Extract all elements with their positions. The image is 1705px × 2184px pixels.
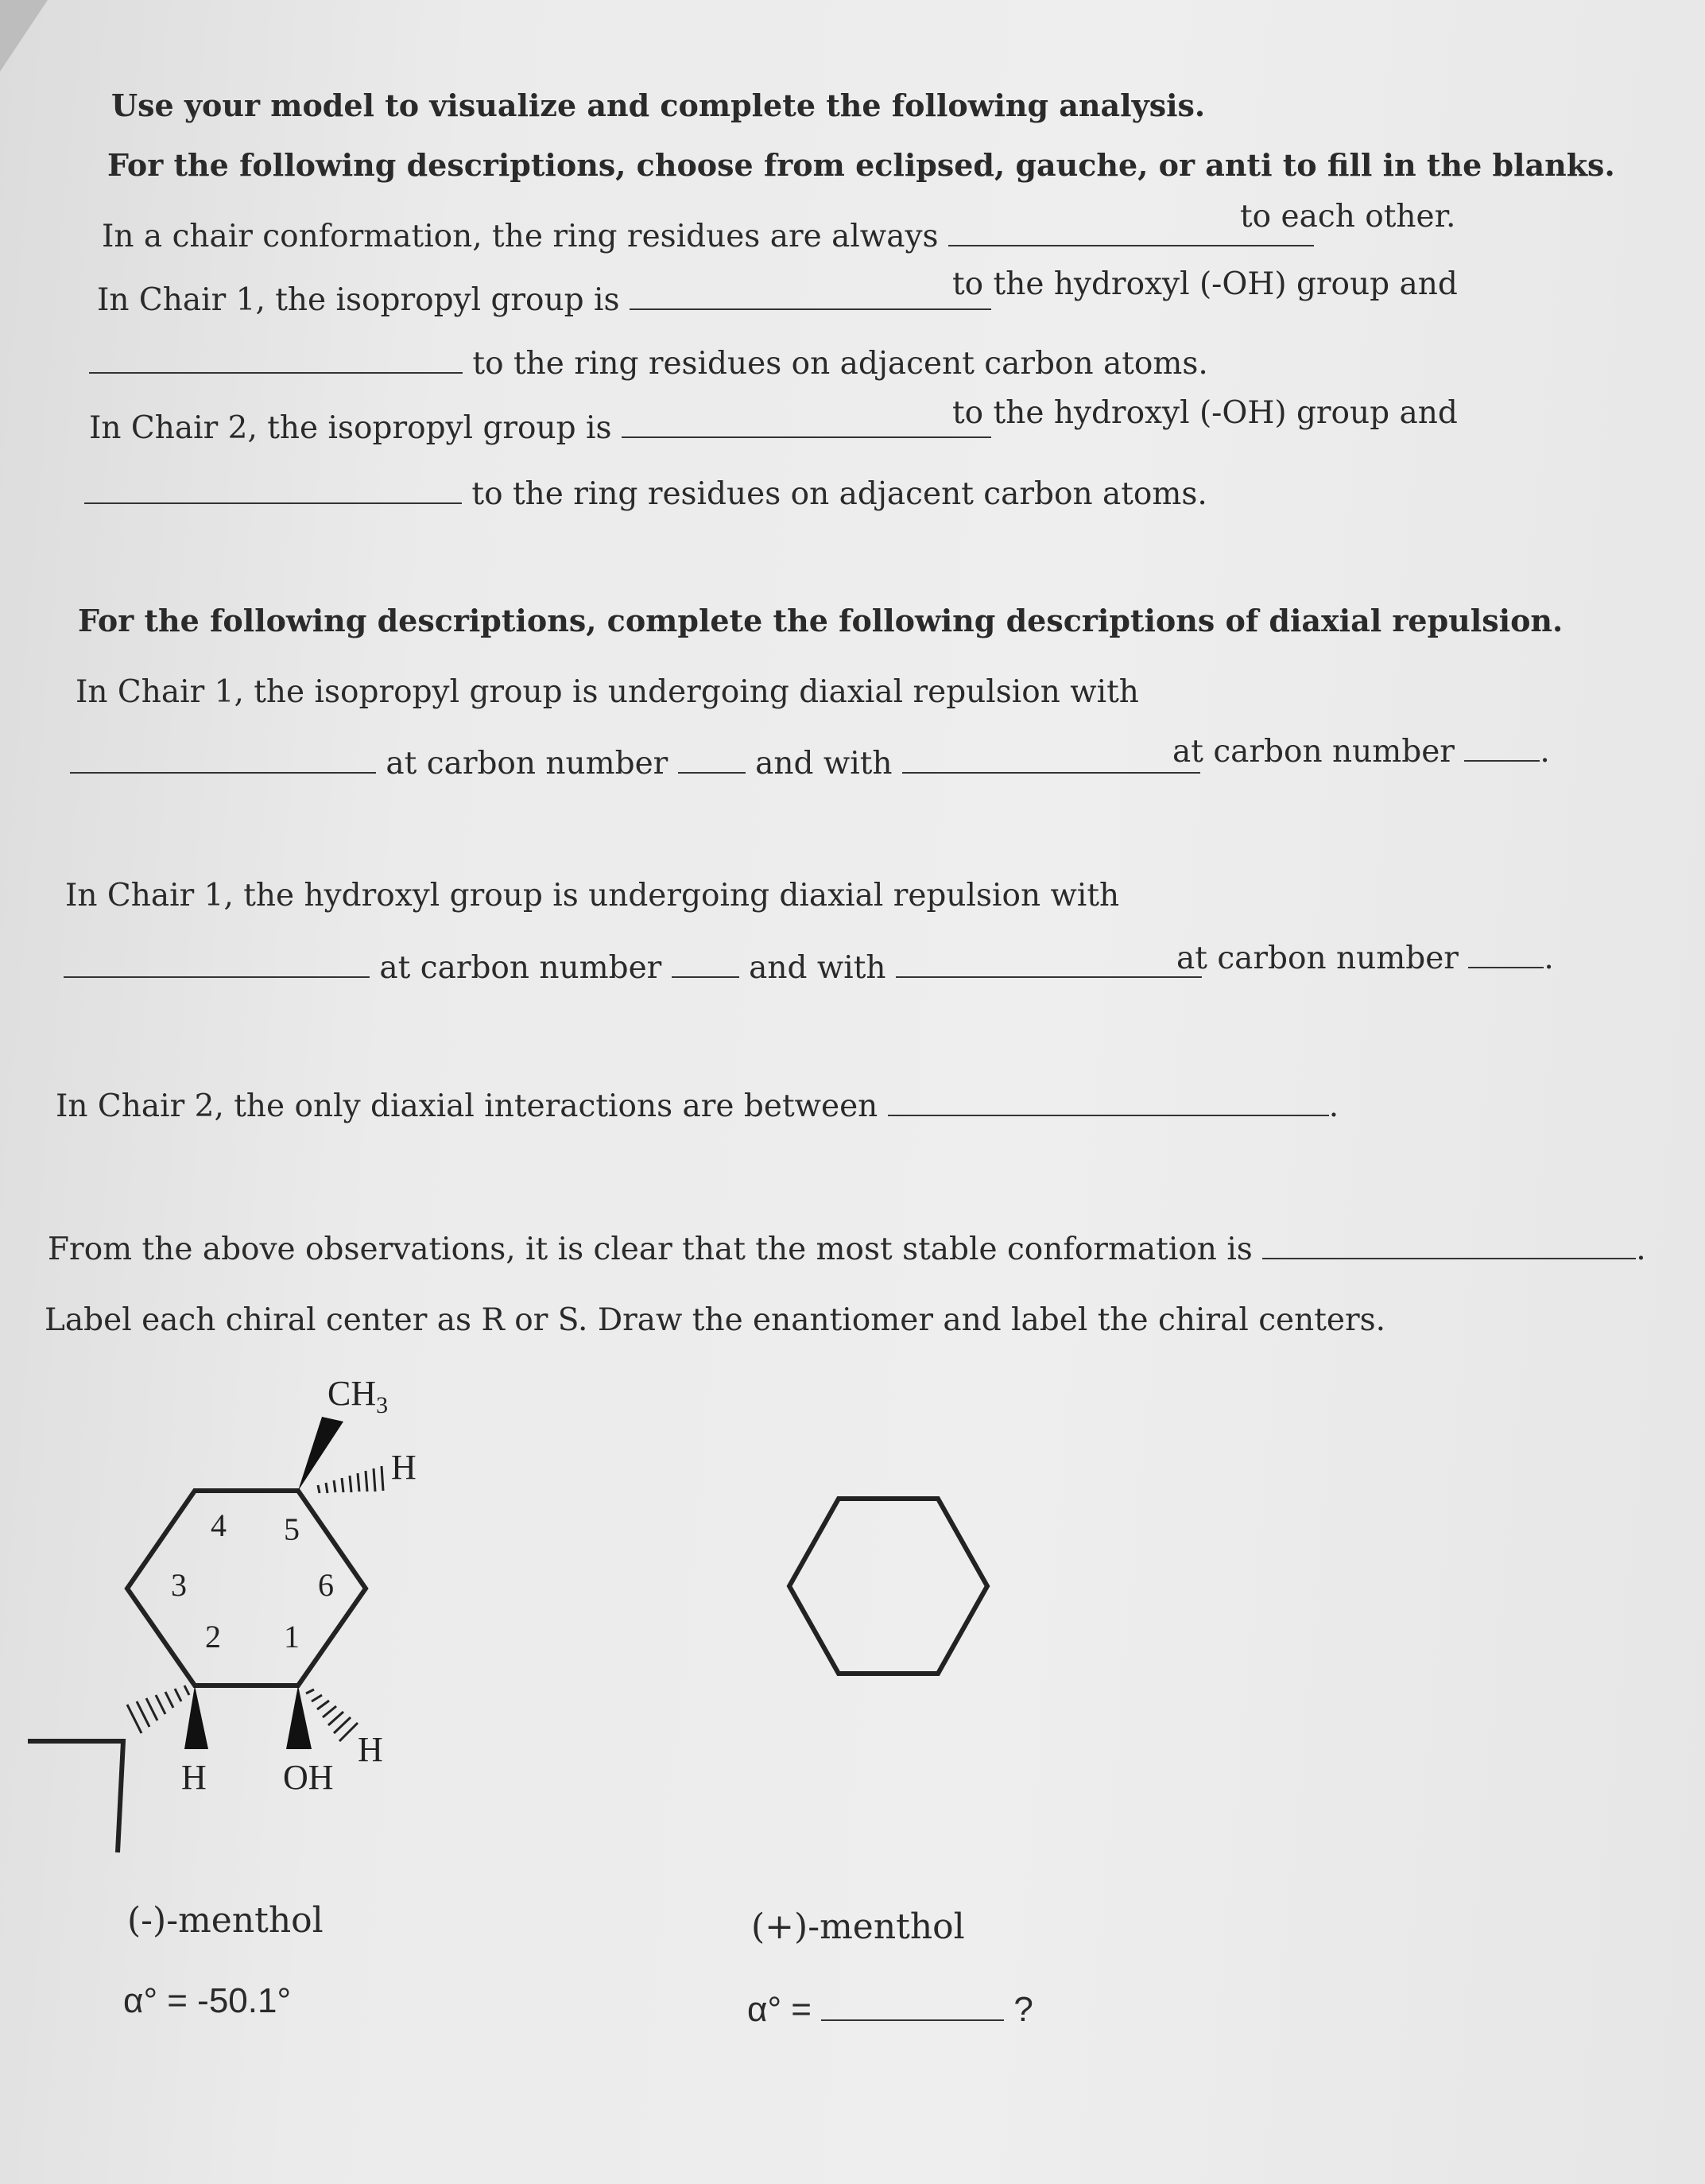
ch3-subscript: 3 xyxy=(376,1391,389,1418)
oh-wedge xyxy=(286,1686,312,1749)
oh-blank-2[interactable] xyxy=(896,948,1202,978)
oh-at-carbon-1: at carbon number xyxy=(379,950,662,986)
iso-answer-line xyxy=(70,743,1200,782)
q3-text xyxy=(89,408,991,446)
instruction-line-1: Use your model to visualize and complete the following analysis. xyxy=(111,87,1206,123)
oh-answer-tail xyxy=(1176,938,1554,976)
chair2-line xyxy=(56,1086,1339,1124)
q3-tail: to the ring residues on adjacent carbon atoms. xyxy=(471,476,1207,512)
diaxial-heading: For the following descriptions, complete the following descriptions of diaxial repulsion. xyxy=(78,603,1564,638)
h-left-label: H xyxy=(181,1758,207,1797)
iso-carbon-blank-1[interactable] xyxy=(678,743,746,774)
iso-at-carbon-2: at carbon number xyxy=(1172,734,1455,770)
oh-period: . xyxy=(1544,941,1554,976)
right-name: (+)-menthol xyxy=(751,1907,965,1947)
ch3-label xyxy=(327,1373,388,1419)
iso-answer-tail xyxy=(1172,731,1550,770)
h-right-label: H xyxy=(358,1730,383,1769)
stable-period: . xyxy=(1636,1232,1646,1267)
right-alpha: α° = xyxy=(747,1990,812,2029)
stable-blank[interactable] xyxy=(1262,1229,1636,1259)
chair2-prefix: In Chair 2, the only diaxial interactions are between xyxy=(56,1088,878,1124)
q1-text xyxy=(102,216,1314,254)
q3-blank-1[interactable] xyxy=(622,408,991,438)
q2-tail: to the ring residues on adjacent carbon atoms. xyxy=(472,346,1208,382)
q3-blank-2[interactable] xyxy=(84,474,462,504)
iso-and-with: and with xyxy=(755,746,893,782)
iso-blank-1[interactable] xyxy=(70,743,376,774)
enantiomer-ring[interactable] xyxy=(779,1487,1002,1686)
iso-intro: In Chair 1, the isopropyl group is undergoing diaxial repulsion with xyxy=(76,674,1139,710)
q2-blank-2[interactable] xyxy=(89,343,463,374)
carbon-5: 5 xyxy=(284,1511,300,1547)
carbon-1: 1 xyxy=(284,1619,300,1654)
stable-prefix: From the above observations, it is clear that the most stable conformation is xyxy=(48,1232,1253,1267)
q3-prefix: In Chair 2, the isopropyl group is xyxy=(89,410,612,446)
oh-answer-line xyxy=(64,948,1202,986)
q2-suffix: to the hydroxyl (-OH) group and xyxy=(952,266,1458,302)
iso-carbon-blank-2[interactable] xyxy=(1464,731,1540,762)
isopropyl-bonds xyxy=(28,1741,123,1852)
oh-at-carbon-2: at carbon number xyxy=(1176,941,1459,976)
stable-line xyxy=(48,1229,1646,1267)
left-name: (-)-menthol xyxy=(127,1900,324,1941)
ch3-wedge xyxy=(298,1417,343,1491)
h-top-hash xyxy=(318,1466,383,1493)
q2-prefix: In Chair 1, the isopropyl group is xyxy=(97,282,620,318)
q2-line-2 xyxy=(89,343,1208,382)
iso-at-carbon-1: at carbon number xyxy=(386,746,668,782)
carbon-6: 6 xyxy=(318,1567,334,1603)
q2-blank-1[interactable] xyxy=(630,280,991,310)
oh-intro: In Chair 1, the hydroxyl group is undergoing diaxial repulsion with xyxy=(65,878,1120,914)
iso-blank-2[interactable] xyxy=(902,743,1200,774)
oh-carbon-blank-2[interactable] xyxy=(1468,938,1544,968)
page-fold xyxy=(0,0,48,72)
iso-period: . xyxy=(1540,734,1550,770)
h-top-label: H xyxy=(391,1448,417,1487)
carbon-3: 3 xyxy=(171,1567,187,1603)
oh-label: OH xyxy=(283,1758,334,1797)
q1-prefix: In a chair conformation, the ring residues are always xyxy=(102,219,939,254)
right-alpha-line xyxy=(747,1988,1033,2030)
q2-text xyxy=(97,280,991,318)
isopropyl-hash xyxy=(127,1686,189,1733)
carbon-2: 2 xyxy=(205,1619,221,1654)
q1-suffix: to each other. xyxy=(1240,199,1456,235)
chair2-blank[interactable] xyxy=(888,1086,1329,1116)
right-question: ? xyxy=(1013,1990,1033,2029)
right-alpha-blank[interactable] xyxy=(821,1988,1004,2021)
h-right-hash xyxy=(306,1689,358,1741)
q3-line-2 xyxy=(84,474,1207,512)
oh-blank-1[interactable] xyxy=(64,948,370,978)
chair2-period: . xyxy=(1328,1088,1339,1124)
carbon-4: 4 xyxy=(211,1507,227,1543)
oh-and-with: and with xyxy=(749,950,886,986)
label-instruction: Label each chiral center as R or S. Draw the enantiomer and label the chiral centers. xyxy=(45,1302,1386,1338)
left-alpha: α° = -50.1° xyxy=(123,1981,292,2020)
ch3-text: CH xyxy=(327,1374,377,1413)
q3-suffix: to the hydroxyl (-OH) group and xyxy=(952,395,1458,431)
oh-carbon-blank-1[interactable] xyxy=(672,948,739,978)
instruction-line-2: For the following descriptions, choose from eclipsed, gauche, or anti to fill in the blanks. xyxy=(107,147,1615,183)
